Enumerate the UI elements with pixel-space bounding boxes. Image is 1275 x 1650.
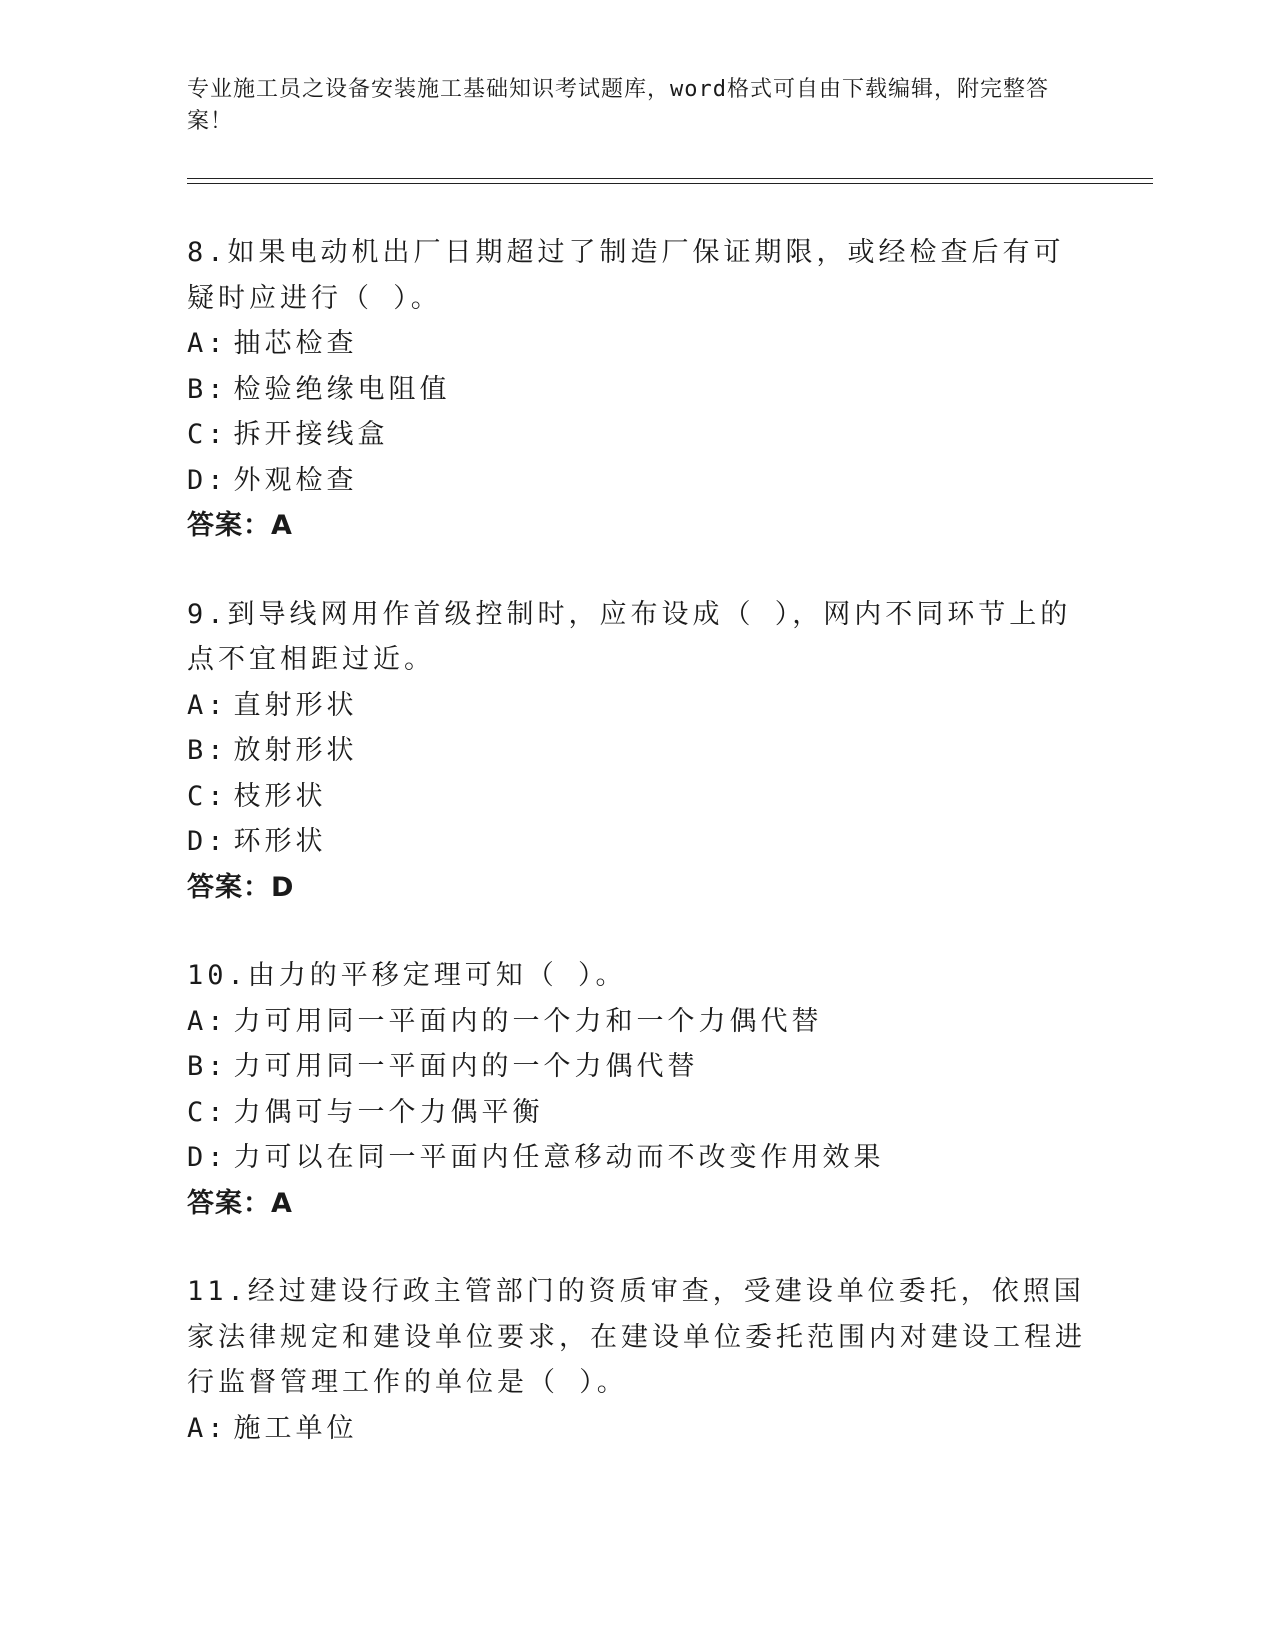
option-a <box>187 1406 1087 1452</box>
document-header: 专业施工员之设备安装施工基础知识考试题库，word格式可自由下载编辑，附完整答案！ <box>187 77 1049 134</box>
option-text: 直射形状 <box>233 689 358 721</box>
question-stem: 11.经过建设行政主管部门的资质审查，受建设单位委托，依照国家法律规定和建设单位要求，在建设单位委托范围内对建设工程进行监督管理工作的单位是（ ）。 <box>187 1276 1086 1398</box>
option-a <box>187 683 1087 729</box>
option-text: 施工单位 <box>233 1412 358 1444</box>
answer-label: 答案：A <box>187 1187 293 1219</box>
question-9 <box>187 592 1087 911</box>
option-letter: D: <box>187 464 228 496</box>
option-a <box>187 321 1087 367</box>
option-c <box>187 412 1087 458</box>
question-8 <box>187 230 1087 549</box>
option-d <box>187 458 1087 504</box>
option-text: 抽芯检查 <box>233 328 358 359</box>
option-d <box>187 819 1087 865</box>
question-stem: 9.到导线网用作首级控制时，应布设成（ ），网内不同环节上的点不宜相距过近。 <box>187 598 1072 675</box>
option-letter: A: <box>187 1005 228 1037</box>
option-text: 拆开接线盒 <box>233 419 389 450</box>
option-b <box>187 728 1087 774</box>
option-text: 放射形状 <box>233 735 358 766</box>
option-letter: A: <box>187 328 228 359</box>
header-divider-bottom <box>187 183 1153 184</box>
option-text: 外观检查 <box>233 464 358 496</box>
option-text: 环形状 <box>233 826 327 857</box>
option-b <box>187 1044 1087 1090</box>
question-list <box>187 230 1087 1494</box>
option-letter: A: <box>187 1412 228 1444</box>
option-letter: B: <box>187 373 228 405</box>
question-11 <box>187 1269 1087 1451</box>
question-10 <box>187 953 1087 1226</box>
option-text: 力可用同一平面内的一个力和一个力偶代替 <box>233 1005 823 1037</box>
answer-label: 答案：A <box>187 510 293 541</box>
option-letter: A: <box>187 689 228 721</box>
option-letter: C: <box>187 780 228 812</box>
answer-label: 答案：D <box>187 871 295 903</box>
option-letter: B: <box>187 735 228 766</box>
option-letter: C: <box>187 1096 228 1128</box>
option-text: 枝形状 <box>233 780 327 812</box>
header-divider-top <box>187 178 1153 179</box>
option-letter: D: <box>187 1142 228 1173</box>
question-stem: 8.如果电动机出厂日期超过了制造厂保证期限，或经检查后有可疑时应进行（ ）。 <box>187 237 1065 314</box>
option-c <box>187 1090 1087 1136</box>
option-c <box>187 774 1087 820</box>
option-letter: D: <box>187 826 228 857</box>
option-text: 力偶可与一个力偶平衡 <box>233 1096 544 1128</box>
option-letter: B: <box>187 1051 228 1082</box>
option-letter: C: <box>187 419 228 450</box>
question-stem: 10.由力的平移定理可知（ ）。 <box>187 960 627 991</box>
option-a <box>187 999 1087 1045</box>
option-text: 力可用同一平面内的一个力偶代替 <box>233 1051 699 1082</box>
option-text: 力可以在同一平面内任意移动而不改变作用效果 <box>233 1142 885 1173</box>
option-text: 检验绝缘电阻值 <box>233 373 451 405</box>
option-d <box>187 1135 1087 1181</box>
option-b <box>187 367 1087 413</box>
